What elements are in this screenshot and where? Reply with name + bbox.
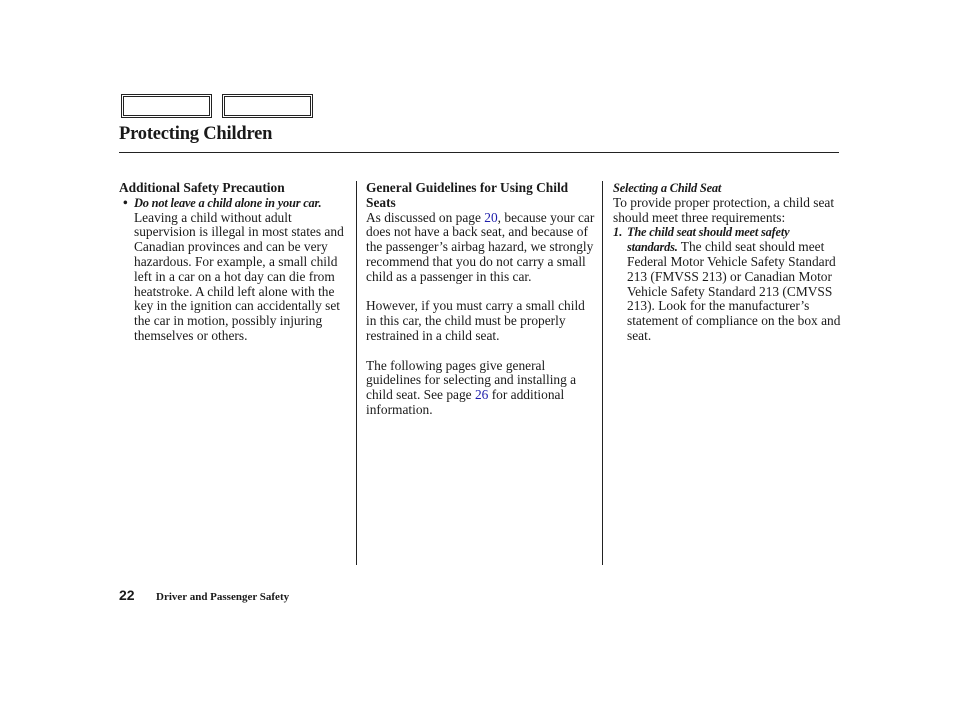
paragraph-2: However, if you must carry a small child in this car, the child must be properly restrained in a child seat. — [366, 298, 585, 343]
paragraph-3 — [366, 359, 596, 418]
section-heading: Additional Safety Precaution — [119, 180, 285, 195]
column-divider-1 — [356, 181, 357, 565]
item-lead: The child seat should meet safety standards. — [627, 225, 790, 255]
bullet-lead: Do not leave a child alone in your car. — [134, 195, 322, 210]
section-heading: General Guidelines for Using Child Seats — [366, 180, 569, 210]
paragraph-1 — [366, 211, 596, 285]
bullet-item — [119, 196, 349, 344]
paragraph-text: , because your car does not have a back seat, and because of the passenger’s airbag hazard, we strongly recommend that you do not carry a small child as a passenger in this car. — [366, 209, 595, 284]
column-general-guidelines — [366, 181, 596, 418]
paragraph-text: for additional information. — [366, 387, 565, 417]
paragraph-text: As discussed on page — [366, 209, 485, 225]
bullet-icon: • — [123, 194, 128, 210]
intro-paragraph: To provide proper protection, a child seat should meet three requirements: — [613, 194, 835, 225]
bullet-text: Leaving a child without adult supervision is illegal in most states and Canadian provinces and can be very hazardous. For example, a small child left in a car on a hot day can die from heatstroke. A child left alone with the key in the ignition can accidentally set the car in motion, possibly injuring themselves or others. — [134, 209, 344, 343]
item-number: 1. — [613, 225, 623, 240]
page-title: Protecting Children — [119, 124, 273, 144]
nav-button-next[interactable] — [222, 94, 313, 118]
page-link-20[interactable]: 20 — [484, 209, 498, 225]
item-text: The child seat should meet Federal Motor Vehicle Safety Standard 213 (FMVSS 213) or Canadian Motor Vehicle Safety Standard 213 (CMVSS 213). Look for the manufacturer’s statement of compliance on the box and seat. — [627, 239, 841, 343]
numbered-item — [613, 225, 841, 343]
page-link-26[interactable]: 26 — [474, 387, 489, 403]
page-number: 22 — [119, 587, 135, 603]
column-selecting-child-seat — [613, 181, 841, 344]
title-divider — [119, 152, 839, 153]
nav-button-previous[interactable] — [121, 94, 212, 118]
footer-section-name: Driver and Passenger Safety — [156, 591, 290, 603]
paragraph-text: The following pages give general guidelines for selecting and installing a child seat. See page — [366, 357, 577, 403]
column-safety-precaution — [119, 181, 349, 344]
section-heading: Selecting a Child Seat — [613, 181, 722, 195]
column-divider-2 — [602, 181, 603, 565]
